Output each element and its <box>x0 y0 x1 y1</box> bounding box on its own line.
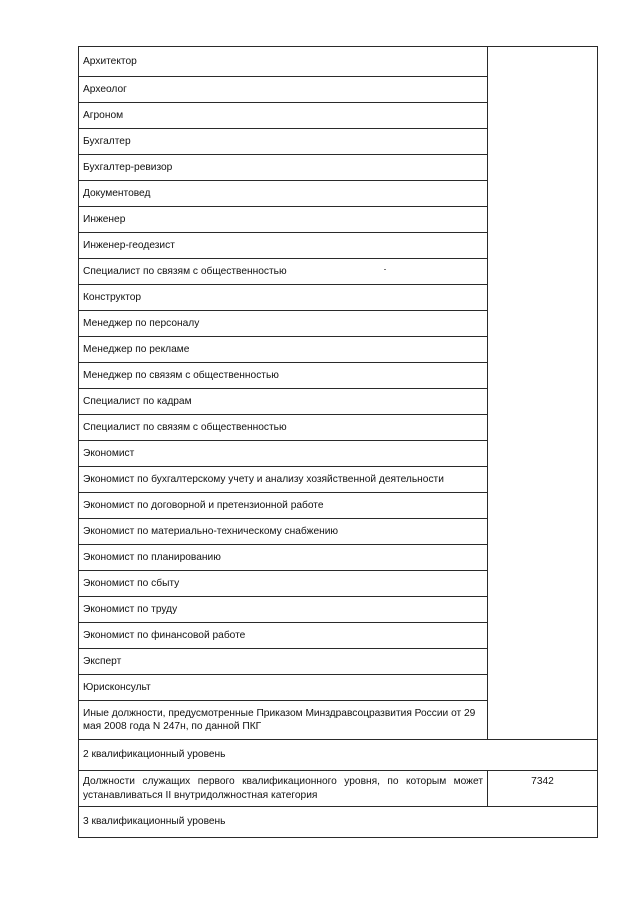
scan-speck <box>384 269 386 270</box>
position-name: Экономист по бухгалтерскому учету и анализу хозяйственной деятельности <box>79 467 488 493</box>
position-name: Инженер-геодезист <box>79 233 488 259</box>
levels-table-body <box>79 740 598 838</box>
position-name: Археолог <box>79 77 488 103</box>
position-name: Агроном <box>79 103 488 129</box>
position-name: Экономист по планированию <box>79 545 488 571</box>
position-name: Экономист по материально-техническому снабжению <box>79 519 488 545</box>
position-name: Экономист <box>79 441 488 467</box>
position-name: Архитектор <box>79 47 488 77</box>
positions-table <box>78 46 598 838</box>
position-name: Специалист по кадрам <box>79 389 488 415</box>
position-name: Экономист по договорной и претензионной работе <box>79 493 488 519</box>
position-name: Экономист по финансовой работе <box>79 623 488 649</box>
position-name: Инженер <box>79 207 488 233</box>
table-row <box>79 47 598 77</box>
table-row <box>79 740 598 771</box>
level-2-description: Должности служащих первого квалификационного уровня, по которым может устанавливаться II внутридолжностная категория <box>79 771 488 807</box>
position-name: Менеджер по связям с общественностью <box>79 363 488 389</box>
position-name: Экономист по сбыту <box>79 571 488 597</box>
level-3-heading: 3 квалификационный уровень <box>79 807 598 838</box>
position-name: Бухгалтер <box>79 129 488 155</box>
position-name: Экономист по труду <box>79 597 488 623</box>
level-2-amount: 7342 <box>488 771 598 807</box>
position-name: Менеджер по персоналу <box>79 311 488 337</box>
position-name: Иные должности, предусмотренные Приказом Минздравсоцразвития России от 29 мая 2008 года N 247н, по данной ПКГ <box>79 701 488 740</box>
position-name: Эксперт <box>79 649 488 675</box>
amount-cell-empty <box>488 47 598 740</box>
positions-table-body <box>79 47 598 740</box>
table-row <box>79 771 598 807</box>
level-2-heading: 2 квалификационный уровень <box>79 740 598 771</box>
position-name: Конструктор <box>79 285 488 311</box>
position-name: Специалист по связям с общественностью <box>79 415 488 441</box>
position-name: Документовед <box>79 181 488 207</box>
position-name: Бухгалтер-ревизор <box>79 155 488 181</box>
position-name: Специалист по связям с общественностью <box>79 259 488 285</box>
table-row <box>79 807 598 838</box>
position-name: Менеджер по рекламе <box>79 337 488 363</box>
position-name: Юрисконсульт <box>79 675 488 701</box>
